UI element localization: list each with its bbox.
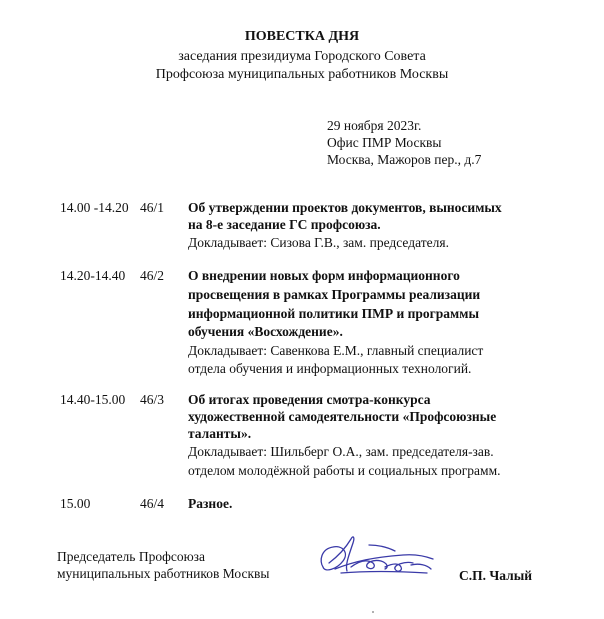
scan-speck [372,611,374,613]
agenda-number: 46/2 [140,268,165,283]
signature-strokes [321,537,433,573]
agenda-speaker-line: Докладывает: Сизова Г.В., зам. председателя. [188,235,449,250]
agenda-speaker-line: отдела обучения и информационных технологий. [188,361,472,376]
agenda-time: 14.40-15.00 [60,392,126,407]
document-subtitle-line2: Профсоюза муниципальных работников Москвы [155,67,449,82]
signatory-position-line1: Председатель Профсоюза [57,549,205,564]
agenda-speaker-line: Докладывает: Савенкова Е.М., главный специалист [188,343,484,358]
agenda-title-line: обучения «Восхождение». [188,324,343,339]
agenda-title-line: на 8-е заседание ГС профсоюза. [188,217,381,232]
agenda-title-line: Об итогах проведения смотра-конкурса [188,392,431,407]
agenda-title-line: Разное. [188,496,233,511]
agenda-number: 46/1 [140,200,165,215]
signatory-name: С.П. Чалый [459,568,533,583]
agenda-title-line: Об утверждении проектов документов, выносимых [188,200,502,215]
handwritten-signature [315,527,450,587]
agenda-time: 15.00 [60,496,91,511]
agenda-title-line: О внедрении новых форм информационного [188,268,460,283]
meeting-place-line1: Офис ПМР Москвы [327,135,442,150]
agenda-time: 14.00 -14.20 [60,200,129,215]
agenda-number: 46/4 [140,496,165,511]
signatory-position-line2: муниципальных работников Москвы [57,566,270,581]
agenda-title-line: таланты». [188,426,252,441]
meeting-place-line2: Москва, Мажоров пер., д.7 [327,152,482,167]
agenda-speaker-line: отделом молодёжной работы и социальных программ. [188,463,501,478]
agenda-time: 14.20-14.40 [60,268,126,283]
meeting-date: 29 ноября 2023г. [327,118,422,133]
agenda-speaker-line: Докладывает: Шильберг О.А., зам. председателя-зав. [188,444,494,459]
agenda-title-line: просвещения в рамках Программы реализации [188,287,481,302]
agenda-title-line: информационной политики ПМР и программы [188,306,479,321]
agenda-title-line: художественной самодеятельности «Профсоюзные [188,409,497,424]
agenda-number: 46/3 [140,392,165,407]
document-title: ПОВЕСТКА ДНЯ [244,29,360,44]
document-subtitle-line1: заседания президиума Городского Совета [178,49,426,64]
